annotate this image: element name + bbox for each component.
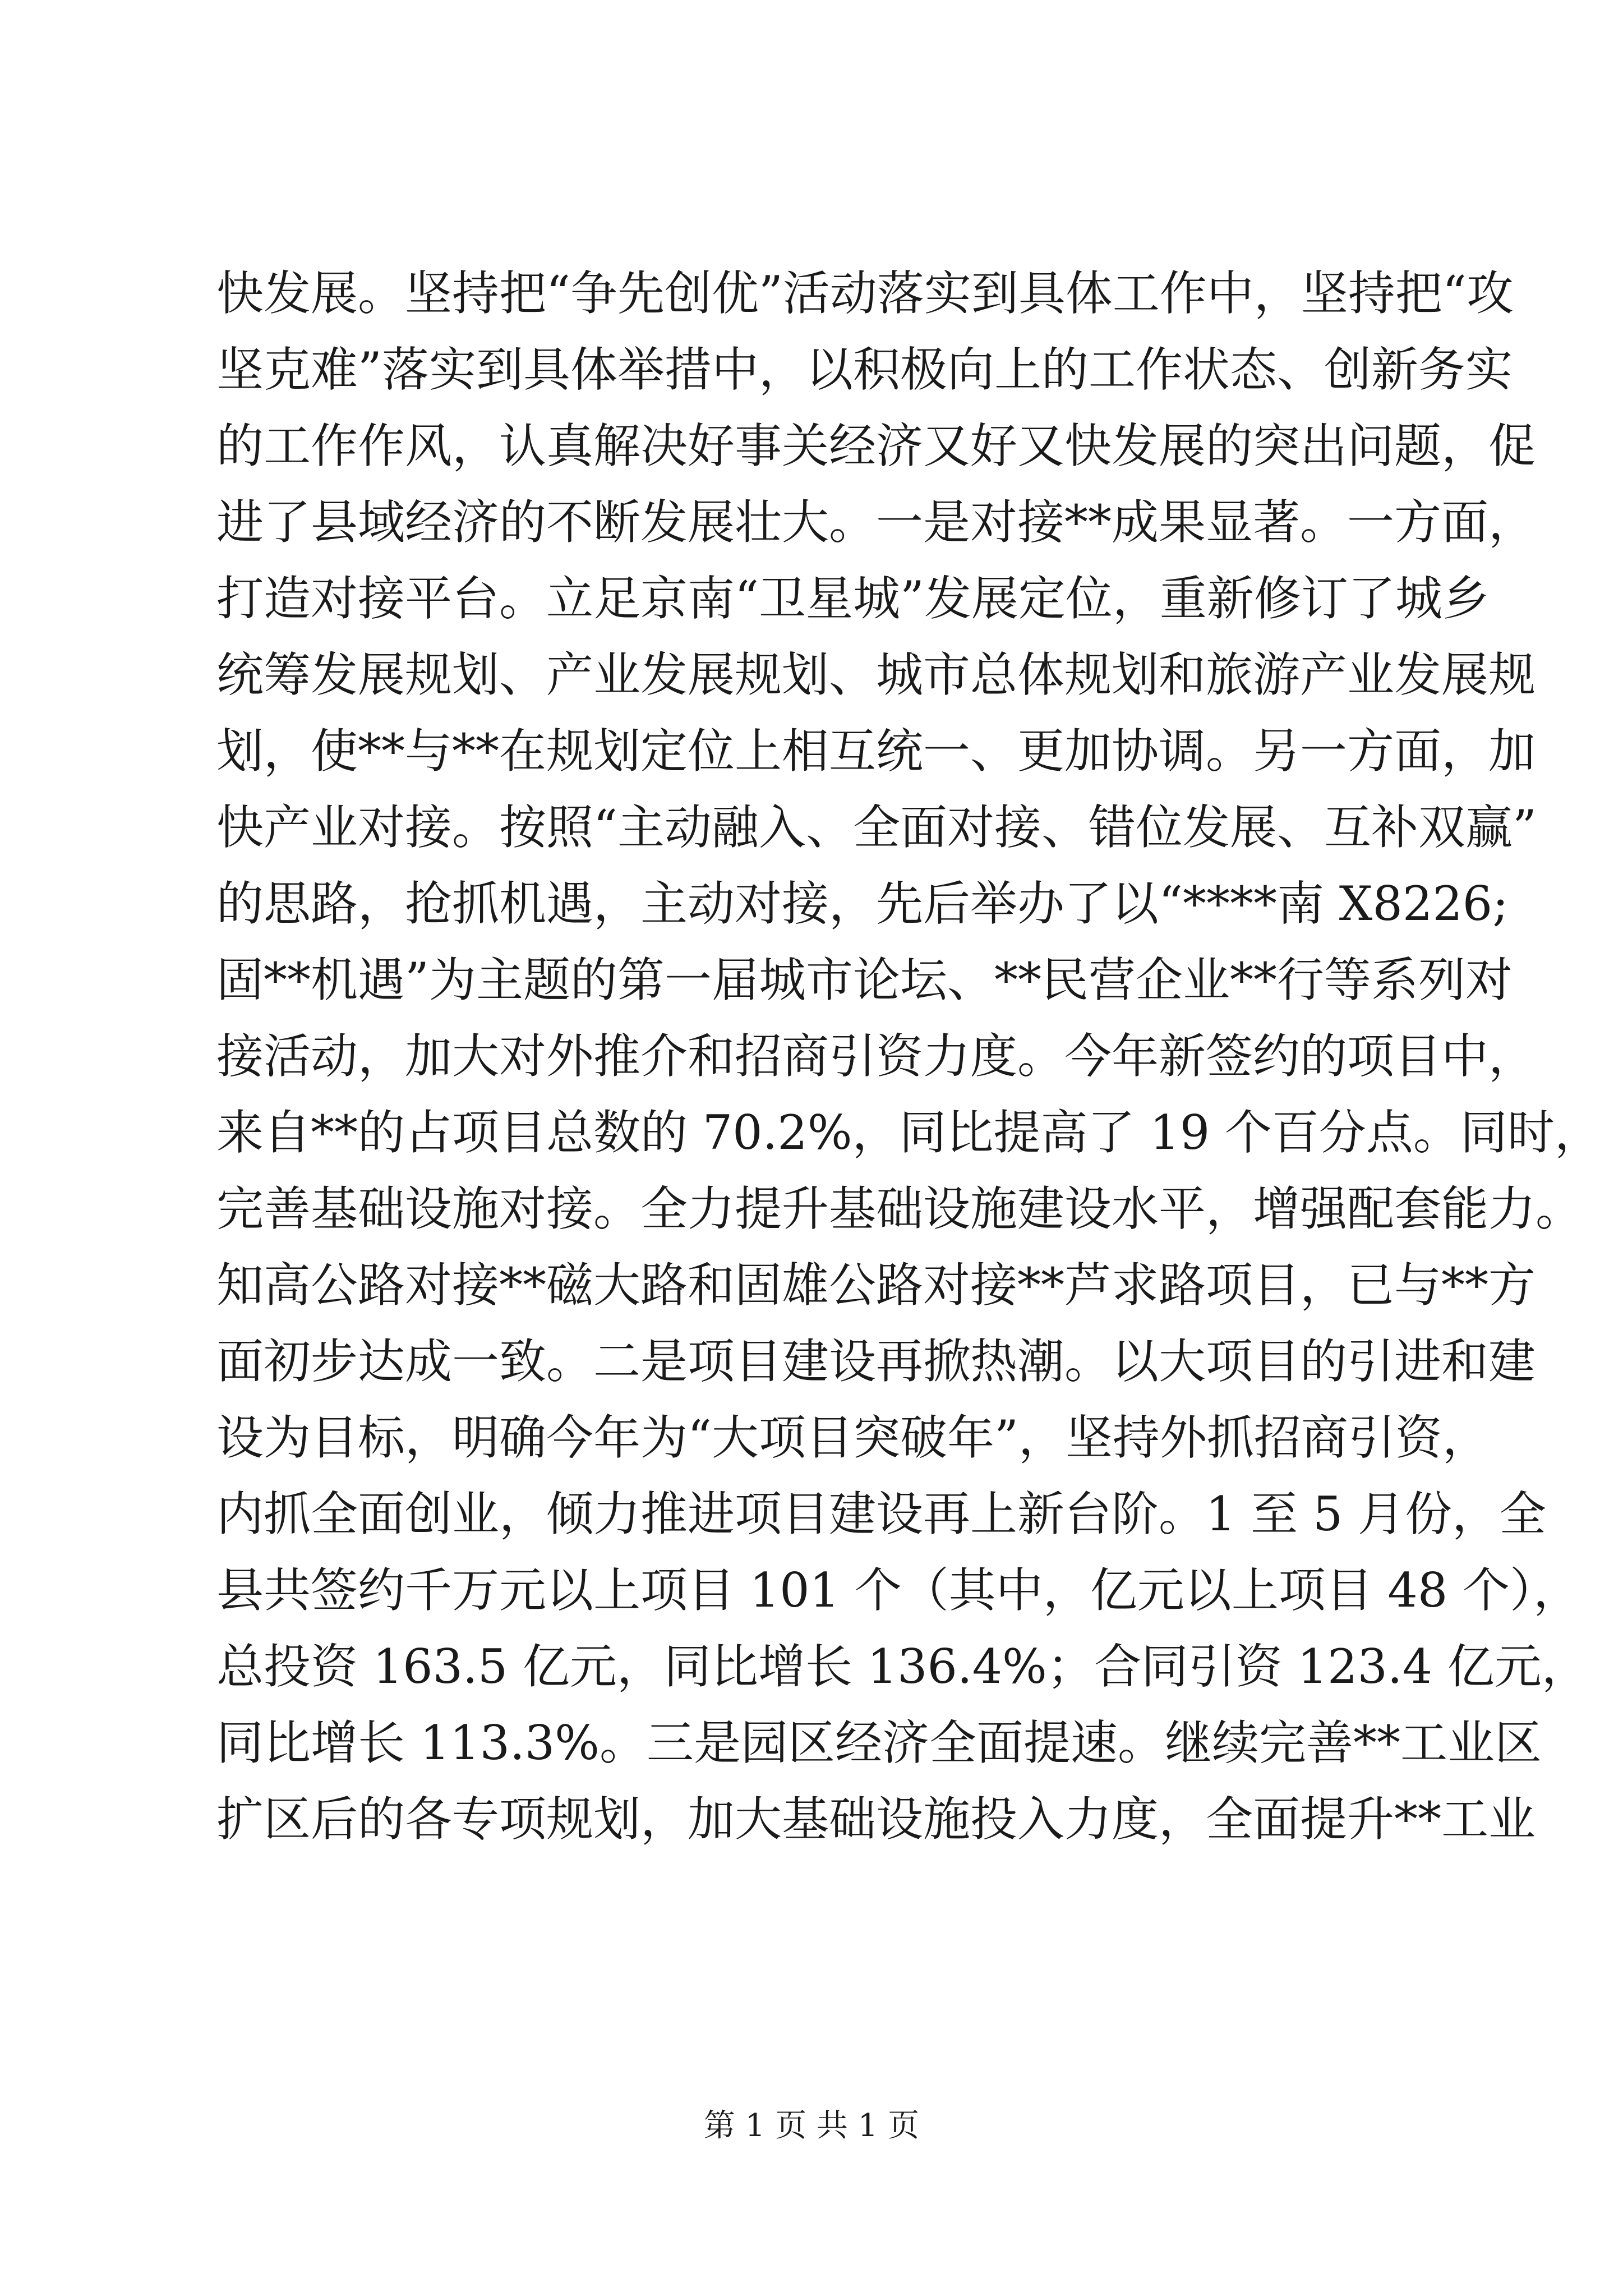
text-line: 固**机遇”为主题的第一届城市论坛、**民营企业**行等系列对 (216, 953, 1513, 1007)
text-line: 设为目标，明确今年为“大项目突破年”，坚持外抓招商引资， (216, 1410, 1490, 1465)
text-line: 面初步达成一致。二是项目建设再掀热潮。以大项目的引进和建 (216, 1334, 1536, 1389)
text-line: 接活动，加大对外推介和招商引资力度。今年新签约的项目中， (216, 1029, 1536, 1084)
text-line: 内抓全面创业，倾力推进项目建设再上新台阶。1 至 5 月份，全 (216, 1487, 1546, 1542)
text-line: 快发展。坚持把“争先创优”活动落实到具体工作中，坚持把“攻 (216, 266, 1514, 321)
text-line: 同比增长 113.3%。三是园区经济全面提速。继续完善**工业区 (216, 1715, 1542, 1770)
text-line: 来自**的占项目总数的 70.2%，同比提高了 19 个百分点。同时， (216, 1105, 1602, 1160)
text-line: 快产业对接。按照“主动融入、全面对接、错位发展、互补双赢” (216, 800, 1537, 855)
text-line: 完善基础设施对接。全力提升基础设施建设水平，增强配套能力。 (216, 1181, 1583, 1236)
text-line: 县共签约千万元以上项目 101 个（其中，亿元以上项目 48 个）， (216, 1563, 1581, 1618)
text-line: 扩区后的各专项规划，加大基础设施投入力度，全面提升**工业 (216, 1792, 1536, 1847)
text-line: 坚克难”落实到具体举措中，以积极向上的工作状态、创新务实 (216, 342, 1513, 397)
text-line: 总投资 163.5 亿元，同比增长 136.4%；合同引资 123.4 亿元， (216, 1639, 1589, 1694)
text-line: 划，使**与**在规划定位上相互统一、更加协调。另一方面，加 (216, 724, 1536, 779)
text-line: 统筹发展规划、产业发展规划、城市总体规划和旅游产业发展规 (216, 647, 1536, 702)
body-paragraph (216, 255, 1602, 1857)
text-line: 进了县域经济的不断发展壮大。一是对接**成果显著。一方面， (216, 495, 1536, 550)
text-line: 的思路，抢抓机遇，主动对接，先后举办了以“****南 X8226; (216, 876, 1509, 931)
page-footer: 第 1 页 共 1 页 (703, 2108, 920, 2144)
text-line: 打造对接平台。立足京南“卫星城”发展定位，重新修订了城乡 (216, 571, 1490, 626)
text-line: 的工作作风，认真解决好事关经济又好又快发展的突出问题，促 (216, 418, 1536, 473)
text-line: 知高公路对接**磁大路和固雄公路对接**芦求路项目，已与**方 (216, 1258, 1536, 1313)
